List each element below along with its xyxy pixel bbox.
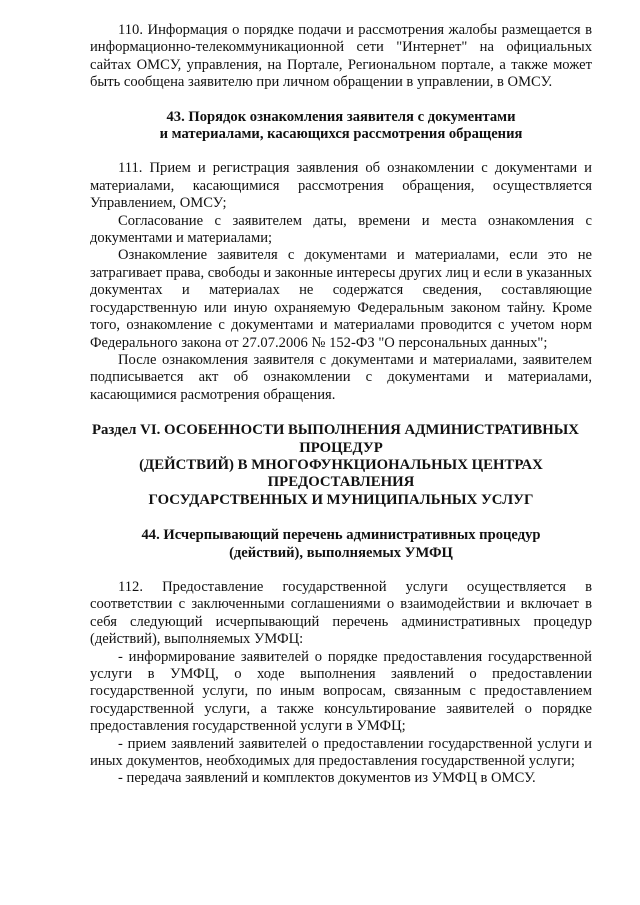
paragraph-111: 111. Прием и регистрация заявления об ознакомлении с документами и материалами, касающимися рассмотрения обращения, осуществляется Управлением, ОМСУ; — [90, 160, 592, 212]
section-vi-heading-line2: ПРОЦЕДУР — [299, 439, 383, 456]
paragraph-112-item-reception: - прием заявлений заявителей о предоставлении государственной услуги и иных документов, необходимых для предоставления государственной услуги; — [90, 735, 592, 770]
paragraph-112: 112. Предоставление государственной услуги осуществляется в соответствии с заключенными соглашениями о взаимодействии и включает в себя следующий исчерпывающий перечень административных процедур (действий), выполняемых УМФЦ: — [90, 578, 592, 648]
section-44-heading-line2: (действий), выполняемых УМФЦ — [229, 544, 453, 561]
section-vi-heading — [90, 422, 592, 509]
section-44-heading — [90, 527, 592, 562]
section-43-heading-line2: и материалами, касающихся рассмотрения обращения — [159, 126, 523, 143]
paragraph-112-item-transfer: - передача заявлений и комплектов документов из УМФЦ в ОМСУ. — [118, 770, 536, 787]
paragraph-111-act: После ознакомления заявителя с документами и материалами, заявителем подписывается акт об ознакомлении с документами и материалами, касающимися расмотрения обращения. — [90, 351, 592, 403]
paragraph-111-agreement: Согласование с заявителем даты, времени и места ознакомления с документами и материалами; — [90, 212, 592, 247]
section-44-heading-line1: 44. Исчерпывающий перечень административных процедур — [141, 527, 541, 544]
section-vi-heading-line3: (ДЕЙСТВИЙ) В МНОГОФУНКЦИОНАЛЬНЫХ ЦЕНТРАХ — [139, 456, 543, 473]
section-vi-heading-line1: Раздел VI. ОСОБЕННОСТИ ВЫПОЛНЕНИЯ АДМИНИСТРАТИВНЫХ — [92, 422, 579, 439]
section-43-heading — [90, 109, 592, 144]
section-vi-heading-line4: ПРЕДОСТАВЛЕНИЯ — [267, 474, 415, 491]
paragraph-111-familiarization: Ознакомление заявителя с документами и материалами, если это не затрагивает права, свободы и законные интересы других лиц и если в указанных документах и материалах не содержатся сведения, составляющие государственную или иную охраняемую Федеральным законом тайну. Кроме того, ознакомление с документами и материалами проводится с учетом норм Федерального закона от 27.07.2006 № 152-ФЗ "О персональных данных"; — [90, 247, 592, 351]
paragraph-112-item-informing: - информирование заявителей о порядке предоставления государственной услуги в УМФЦ, о ходе выполнения заявлений о предоставлении государственной услуги, по иным вопросам, связанным с предоставлением государственной услуги, а также консультирование заявителей о порядке предоставления государственной услуги в УМФЦ; — [90, 648, 592, 735]
section-43-heading-line1: 43. Порядок ознакомления заявителя с документами — [166, 108, 516, 125]
section-vi-heading-line5: ГОСУДАРСТВЕННЫХ И МУНИЦИПАЛЬНЫХ УСЛУГ — [148, 491, 534, 508]
paragraph-110: 110. Информация о порядке подачи и рассмотрения жалобы размещается в информационно-телекоммуникационной сети "Интернет" на официальных сайтах ОМСУ, управления, на Портале, Региональном портале, а также может быть сообщена заявителю при личном обращении в управлении, в ОМСУ. — [90, 22, 592, 91]
